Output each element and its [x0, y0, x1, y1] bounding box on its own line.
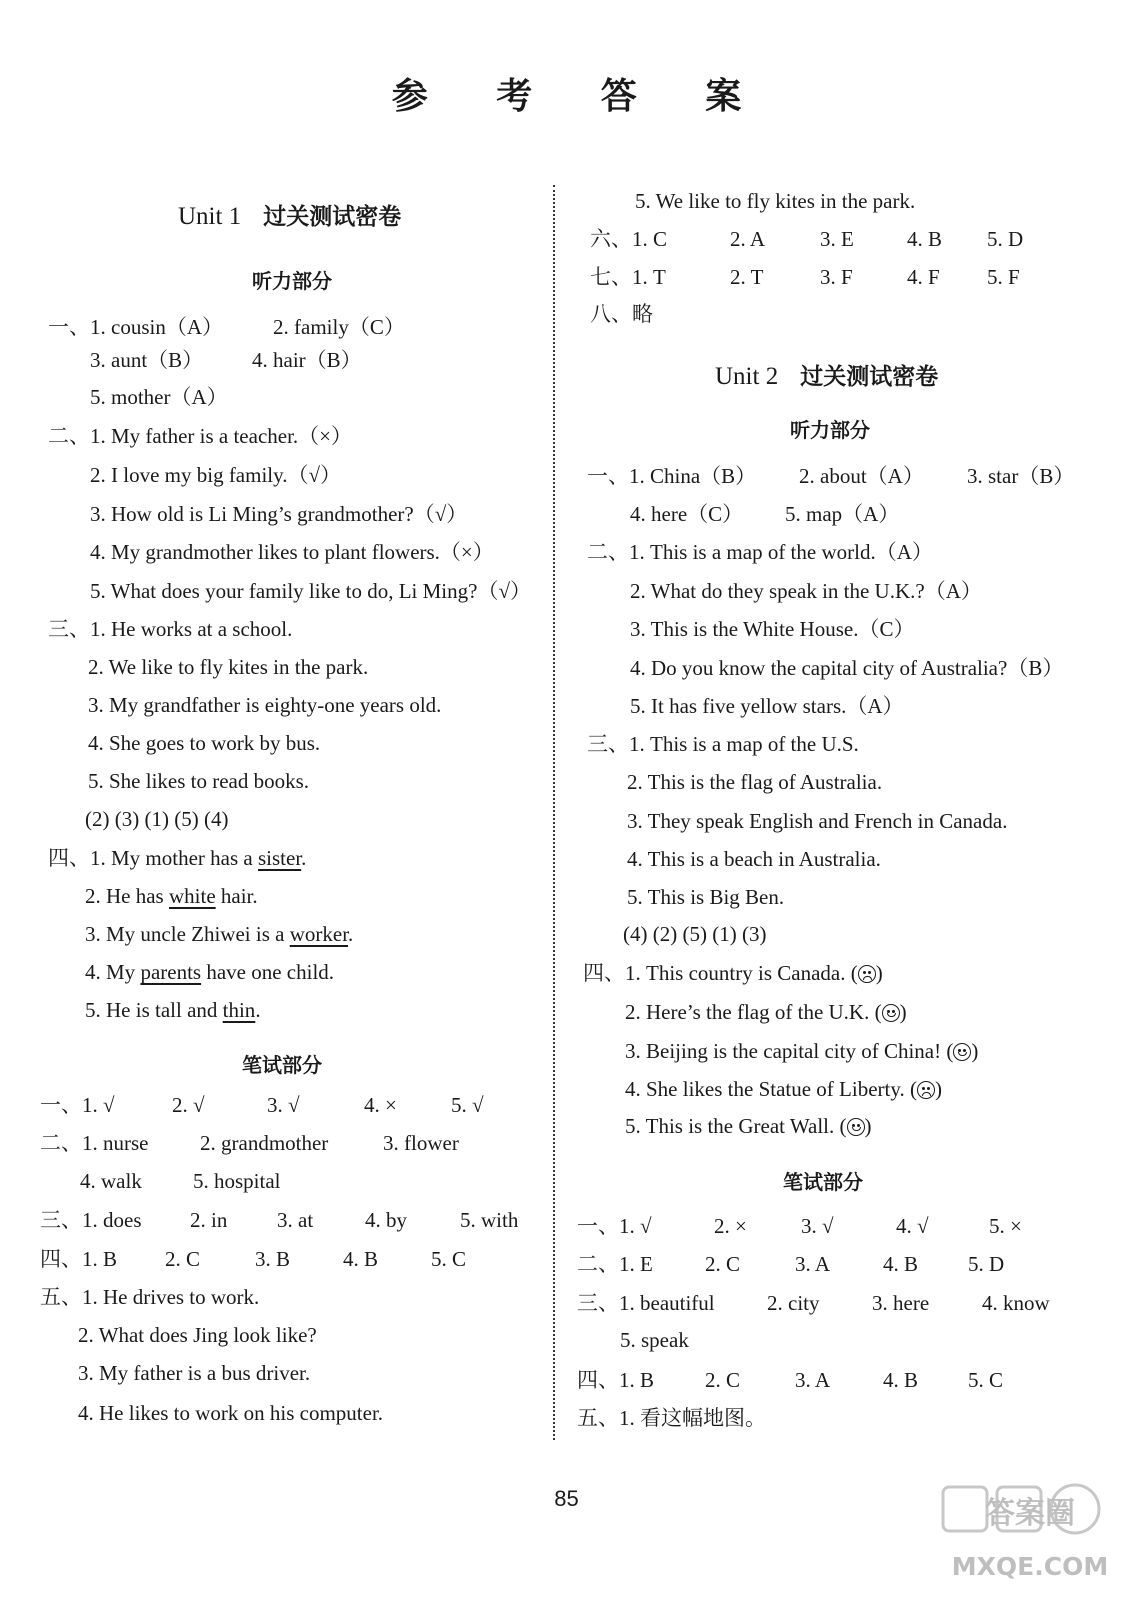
answer-line: 三、1. He works at a school. — [48, 617, 293, 641]
answer-line: 3. My father is a bus driver. — [78, 1361, 311, 1385]
answer-line: 3. aunt（B） 4. hair（B） — [90, 348, 362, 372]
column-divider — [553, 185, 555, 1440]
answer-line: 四、1. B 2. C 3. B 4. B 5. C — [40, 1247, 467, 1271]
answer-line: 一、1. √ 2. × 3. √ 4. √ 5. × — [577, 1214, 1022, 1238]
listening-heading: 听力部分 — [790, 418, 870, 442]
unit-1-heading: Unit 1 过关测试密卷 — [178, 203, 402, 230]
watermark-box — [943, 1487, 987, 1531]
answer-line: 二、1. E 2. C 3. A 4. B 5. D — [577, 1252, 1005, 1276]
answer-line: 六、1. C 2. A 3. E 4. B 5. D — [590, 227, 1024, 251]
answer-line: 四、1. My mother has a sister. — [48, 846, 307, 870]
answer-line: 5. We like to fly kites in the park. — [635, 189, 916, 213]
answer-line: 二、1. My father is a teacher.（×） — [48, 424, 353, 448]
writing-heading: 笔试部分 — [242, 1053, 322, 1077]
answer-line: (4) (2) (5) (1) (3) — [623, 922, 767, 946]
answer-line: 3. They speak English and French in Canada. — [627, 809, 1008, 833]
sad-face-icon — [917, 1081, 935, 1099]
answer-line: 5. He is tall and thin. — [85, 998, 261, 1022]
page-title: 参 考 答 案 — [391, 75, 770, 117]
answer-line: 4. My grandmother likes to plant flowers.（×） — [90, 540, 494, 564]
answer-line: 4. here（C） 5. map（A） — [630, 502, 900, 526]
answer-line: 4. walk 5. hospital — [80, 1169, 281, 1193]
answer-line: 一、1. cousin（A） 2. family（C） — [48, 315, 405, 339]
answer-line: 三、1. This is a map of the U.S. — [587, 732, 859, 756]
page-number: 85 — [554, 1486, 579, 1511]
listening-heading: 听力部分 — [252, 269, 332, 293]
watermark-text: 答案圈 — [985, 1496, 1075, 1531]
smiley-face-icon — [953, 1043, 971, 1061]
answer-line: 三、1. does 2. in 3. at 4. by 5. with — [40, 1208, 519, 1232]
watermark-url: MXQE.COM — [951, 1552, 1109, 1581]
smiley-face-icon — [847, 1118, 865, 1136]
answer-line: 4. Do you know the capital city of Australia?（B） — [630, 656, 1064, 680]
answer-line: 4. She likes the Statue of Liberty. ( ) — [625, 1077, 942, 1101]
answer-line: 5. This is Big Ben. — [627, 885, 785, 909]
answer-line: 2. He has white hair. — [85, 884, 258, 908]
answer-line: 一、1. √ 2. √ 3. √ 4. × 5. √ — [40, 1093, 484, 1117]
answer-line: 5. What does your family like to do, Li Ming?（√） — [90, 579, 531, 603]
answer-line: 5. mother（A） — [90, 385, 228, 409]
answer-line: 2. This is the flag of Australia. — [627, 770, 883, 794]
watermark-logo — [935, 1475, 1125, 1595]
answer-line: 2. What do they speak in the U.K.?（A） — [630, 579, 982, 603]
answer-line: 4. She goes to work by bus. — [88, 731, 321, 755]
answer-line: 2. What does Jing look like? — [78, 1323, 317, 1347]
writing-heading: 笔试部分 — [783, 1170, 863, 1194]
answer-line: 八、略 — [590, 302, 653, 326]
answer-line: 3. Beijing is the capital city of China! ( ) — [625, 1039, 979, 1063]
answer-line: 5. This is the Great Wall. ( ) — [625, 1114, 872, 1138]
answer-line: 5. speak — [620, 1328, 689, 1352]
answer-line: (2) (3) (1) (5) (4) — [85, 807, 229, 831]
answer-line: 四、1. This country is Canada. ( ) — [583, 961, 883, 985]
answer-line: 2. Here’s the flag of the U.K. ( ) — [625, 1000, 907, 1024]
answer-line: 2. We like to fly kites in the park. — [88, 655, 369, 679]
answer-line: 3. My uncle Zhiwei is a worker. — [85, 922, 354, 946]
smiley-face-icon — [882, 1004, 900, 1022]
answer-line: 五、1. He drives to work. — [40, 1285, 260, 1309]
answer-line: 4. He likes to work on his computer. — [78, 1401, 384, 1425]
answer-line: 3. How old is Li Ming’s grandmother?（√） — [90, 502, 468, 526]
unit-2-heading: Unit 2 过关测试密卷 — [715, 363, 939, 390]
answer-line: 2. I love my big family.（√） — [90, 463, 342, 487]
answer-line: 4. My parents have one child. — [85, 960, 335, 984]
answer-line: 二、1. This is a map of the world.（A） — [587, 540, 933, 564]
answer-line: 4. This is a beach in Australia. — [627, 847, 881, 871]
sad-face-icon — [858, 965, 876, 983]
answer-line: 五、1. 看这幅地图。 — [577, 1406, 766, 1430]
answer-line: 5. She likes to read books. — [88, 769, 310, 793]
answer-line: 四、1. B 2. C 3. A 4. B 5. C — [577, 1368, 1004, 1392]
answer-line: 三、1. beautiful 2. city 3. here 4. know — [577, 1291, 1050, 1315]
answer-line: 3. This is the White House.（C） — [630, 617, 915, 641]
answer-line: 七、1. T 2. T 3. F 4. F 5. F — [590, 265, 1020, 289]
answer-line: 5. It has five yellow stars.（A） — [630, 694, 904, 718]
answer-line: 一、1. China（B） 2. about（A） 3. star（B） — [587, 464, 1075, 488]
left-column — [30, 0, 550, 1460]
right-column — [575, 0, 1095, 1460]
answer-line: 二、1. nurse 2. grandmother 3. flower — [40, 1131, 459, 1155]
answer-line: 3. My grandfather is eighty-one years old. — [88, 693, 442, 717]
